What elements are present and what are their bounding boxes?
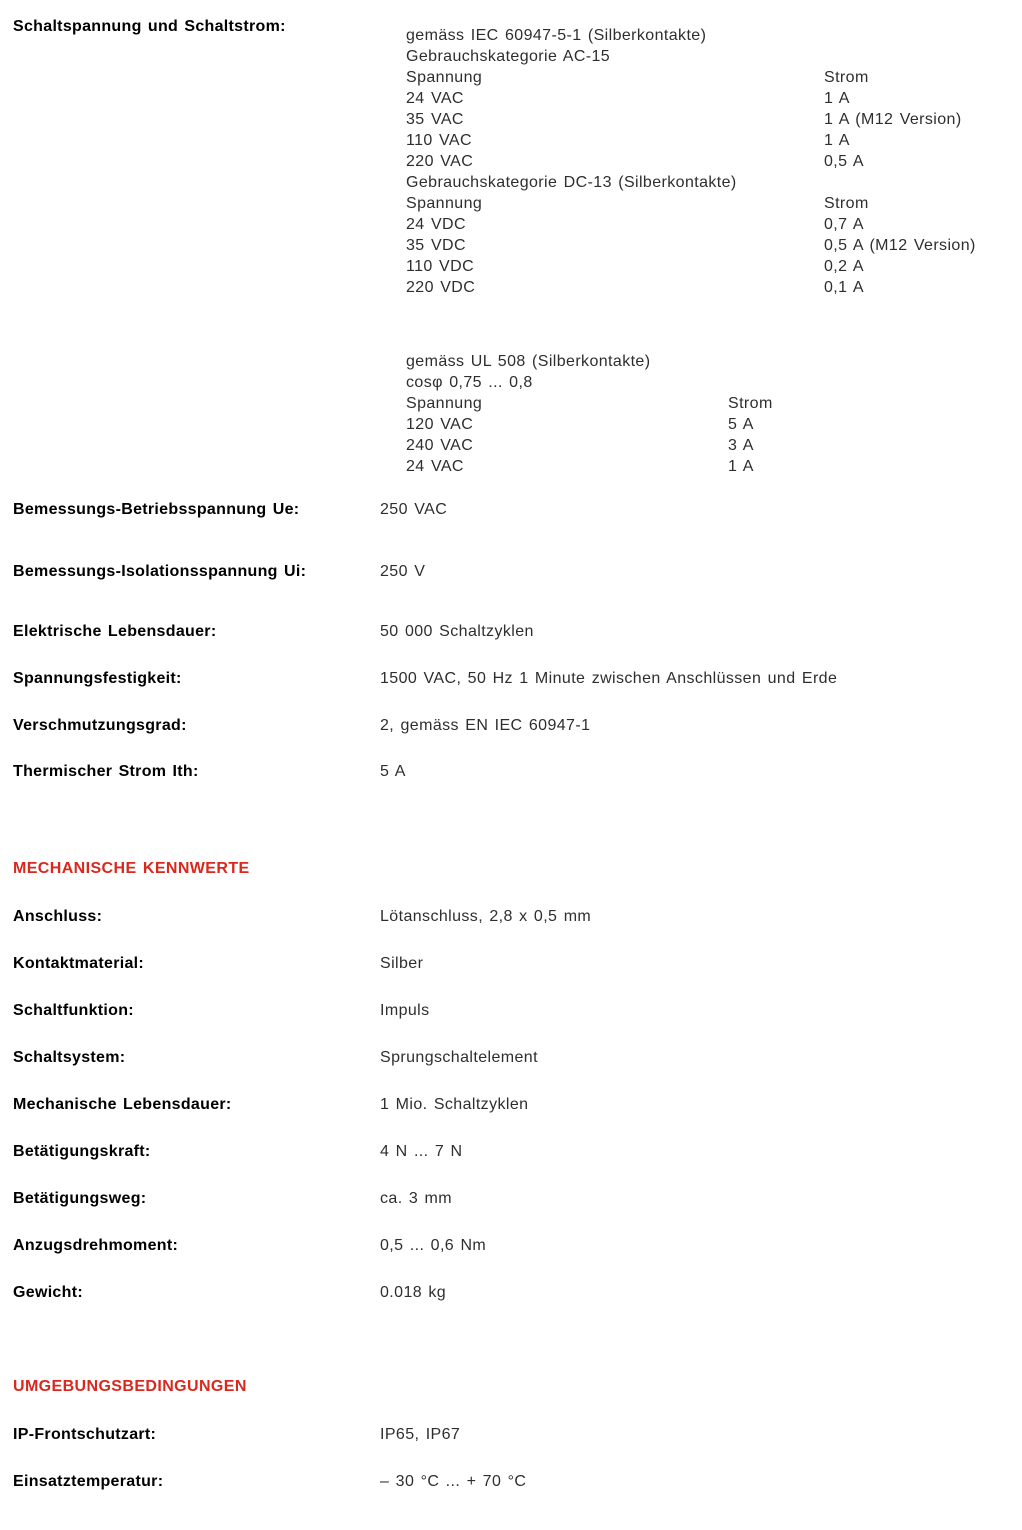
voltage-cell: 120 VAC (406, 416, 474, 433)
current-cell: 1 A (824, 132, 850, 149)
spec-value: 5 A (380, 763, 406, 780)
table-row (406, 256, 864, 277)
spec-value: 4 N ... 7 N (380, 1143, 463, 1160)
table-row (406, 414, 754, 435)
table-row (406, 214, 864, 235)
spec-label: Elektrische Lebensdauer: (13, 623, 217, 640)
spec-value: IP65, IP67 (380, 1426, 461, 1443)
table-row (406, 67, 869, 88)
table-row (406, 25, 737, 46)
spec-label: Schaltspannung und Schaltstrom: (13, 18, 286, 35)
switching-table-ul (406, 351, 773, 477)
spec-label: Kontaktmaterial: (13, 955, 145, 972)
spec-label: Verschmutzungsgrad: (13, 717, 187, 734)
spec-label: IP-Frontschutzart: (13, 1426, 157, 1443)
voltage-cell: 110 VDC (406, 258, 475, 275)
spec-value: 50 000 Schaltzyklen (380, 623, 534, 640)
spec-label: Bemessungs-Isolationsspannung Ui: (13, 563, 307, 580)
spec-label: Betätigungskraft: (13, 1143, 151, 1160)
table-row (406, 88, 850, 109)
spec-value: 250 VAC (380, 501, 448, 518)
current-cell: 0,5 A (824, 153, 864, 170)
voltage-cell: 24 VAC (406, 90, 464, 107)
table-row (406, 435, 754, 456)
voltage-cell: Spannung (406, 395, 483, 412)
spec-label: Thermischer Strom Ith: (13, 763, 199, 780)
spec-value: ca. 3 mm (380, 1190, 452, 1207)
spec-value: Sprungschaltelement (380, 1049, 538, 1066)
current-cell: 0,7 A (824, 216, 864, 233)
voltage-cell: 24 VDC (406, 216, 466, 233)
spec-value: 0,5 ... 0,6 Nm (380, 1237, 487, 1254)
current-cell: 0,5 A (M12 Version) (824, 237, 976, 254)
current-cell: Strom (728, 395, 773, 412)
spec-value: 1500 VAC, 50 Hz 1 Minute zwischen Anschlüssen und Erde (380, 670, 838, 687)
spec-label: Mechanische Lebensdauer: (13, 1096, 232, 1113)
table-row (406, 151, 864, 172)
current-cell: Strom (824, 195, 869, 212)
table-row (406, 277, 864, 298)
voltage-cell: Gebrauchskategorie AC-15 (406, 48, 611, 65)
table-row (406, 109, 962, 130)
spec-label: Schaltfunktion: (13, 1002, 134, 1019)
switching-table-iec (406, 25, 976, 298)
voltage-cell: 24 VAC (406, 458, 464, 475)
voltage-cell: Spannung (406, 195, 483, 212)
voltage-cell: 35 VAC (406, 111, 464, 128)
spec-value: – 30 °C ... + 70 °C (380, 1473, 527, 1490)
voltage-cell: 220 VDC (406, 279, 476, 296)
voltage-cell: 35 VDC (406, 237, 466, 254)
spec-value: Impuls (380, 1002, 430, 1019)
current-cell: 1 A (824, 90, 850, 107)
current-cell: 0,2 A (824, 258, 864, 275)
section-heading-mechanical: MECHANISCHE KENNWERTE (13, 860, 250, 877)
voltage-cell: gemäss IEC 60947-5-1 (Silberkontakte) (406, 27, 707, 44)
table-row (406, 235, 976, 256)
spec-label: Bemessungs-Betriebsspannung Ue: (13, 501, 300, 518)
spec-value: 250 V (380, 563, 426, 580)
table-row (406, 172, 737, 193)
table-row (406, 46, 737, 67)
table-row (406, 130, 850, 151)
spec-label: Anzugsdrehmoment: (13, 1237, 179, 1254)
current-cell: 1 A (M12 Version) (824, 111, 962, 128)
table-row (406, 351, 650, 372)
current-cell: 0,1 A (824, 279, 864, 296)
spec-value: 1 Mio. Schaltzyklen (380, 1096, 529, 1113)
spec-value: Lötanschluss, 2,8 x 0,5 mm (380, 908, 592, 925)
spec-value: Silber (380, 955, 424, 972)
spec-value: 2, gemäss EN IEC 60947-1 (380, 717, 591, 734)
current-cell: Strom (824, 69, 869, 86)
spec-label: Gewicht: (13, 1284, 83, 1301)
current-cell: 3 A (728, 437, 754, 454)
spec-value: 0.018 kg (380, 1284, 447, 1301)
section-heading-environment: UMGEBUNGSBEDINGUNGEN (13, 1378, 247, 1395)
voltage-cell: 220 VAC (406, 153, 474, 170)
table-row (406, 193, 869, 214)
spec-label: Einsatztemperatur: (13, 1473, 164, 1490)
voltage-cell: Spannung (406, 69, 483, 86)
current-cell: 1 A (728, 458, 754, 475)
spec-label: Schaltsystem: (13, 1049, 126, 1066)
table-row (406, 393, 773, 414)
current-cell: 5 A (728, 416, 754, 433)
table-row (406, 456, 754, 477)
voltage-cell: 110 VAC (406, 132, 472, 149)
voltage-cell: 240 VAC (406, 437, 474, 454)
voltage-cell: Gebrauchskategorie DC-13 (Silberkontakte) (406, 174, 737, 191)
spec-label: Anschluss: (13, 908, 103, 925)
voltage-cell: gemäss UL 508 (Silberkontakte) (406, 353, 651, 370)
table-row (406, 372, 650, 393)
voltage-cell: cosφ 0,75 ... 0,8 (406, 374, 533, 391)
spec-label: Betätigungsweg: (13, 1190, 147, 1207)
spec-label: Spannungsfestigkeit: (13, 670, 182, 687)
